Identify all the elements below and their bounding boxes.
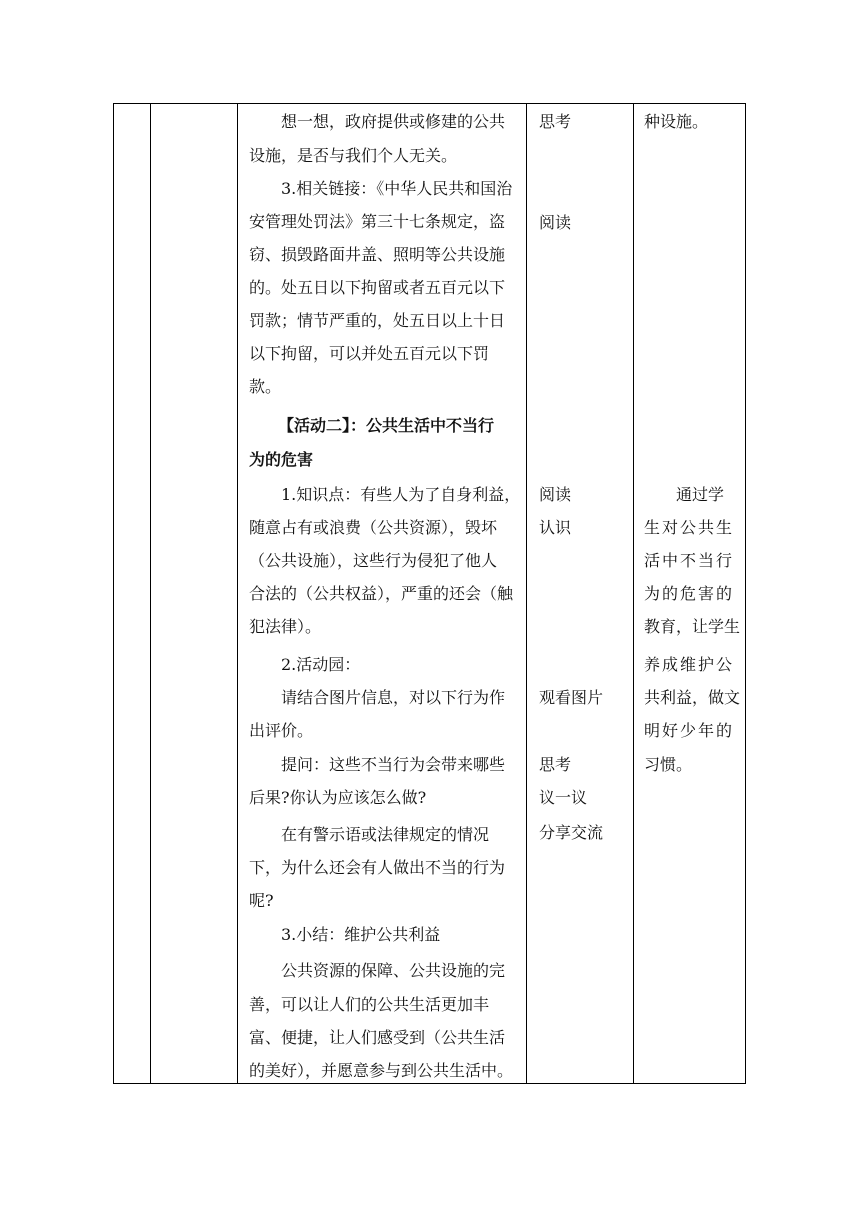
text-line: 种设施。 <box>644 112 709 131</box>
text-line: 的美好），并愿意参与到公共生活中。 <box>249 1061 514 1080</box>
text-line: 想一想，政府提供或修建的公共 <box>281 112 506 131</box>
text-line: 观看图片 <box>539 688 604 707</box>
text-line: 阅读 <box>539 213 572 232</box>
text-line: 下，为什么还会有人做出不当的行为 <box>249 858 506 877</box>
text-line: 提问：这些不当行为会带来哪些 <box>281 755 506 774</box>
text-line: 合法的（公共权益），严重的还会（触 <box>249 584 514 603</box>
text-line: 后果?你认为应该怎么做? <box>249 788 427 807</box>
text-line: 的。处五日以下拘留或者五百元以下 <box>249 278 506 297</box>
text-line: 犯法律）。 <box>249 617 322 636</box>
text-line: 教育，让学生 <box>644 617 741 636</box>
text-line: 议一议 <box>539 788 588 807</box>
text-line: 在有警示语或法律规定的情况 <box>281 825 490 844</box>
text-line: 3.相关链接：《中华人民共和国治 <box>281 179 513 198</box>
text-line: 明好少年的 <box>644 721 735 740</box>
text-line: 活中不当行 <box>644 551 735 570</box>
text-line: 认识 <box>539 518 572 537</box>
text-line: 思考 <box>539 112 572 131</box>
text-line: 罚款；情节严重的，处五日以上十日 <box>249 311 506 330</box>
text-line: 设施，是否与我们个人无关。 <box>249 146 458 165</box>
text-line: 2.活动园： <box>281 655 361 674</box>
text-line: （公共设施），这些行为侵犯了他人 <box>249 551 498 570</box>
text-line: 通过学 <box>676 485 725 504</box>
text-line: 安管理处罚法》第三十七条规定，盗 <box>249 212 506 231</box>
text-line: 善，可以让人们的公共生活更加丰 <box>249 995 490 1014</box>
text-line: 共利益，做文 <box>644 688 741 707</box>
text-line: 习惯。 <box>644 755 693 774</box>
lesson-plan-table <box>113 103 746 1084</box>
text-line: 窃、损毁路面井盖、照明等公共设施 <box>249 245 506 264</box>
text-line: 款。 <box>249 377 282 396</box>
text-line: 为的危害的 <box>644 584 735 603</box>
student-activity-cell <box>527 104 633 1083</box>
text-line: 随意占有或浪费（公共资源），毁坏 <box>249 518 498 537</box>
text-line: 公共资源的保障、公共设施的完 <box>281 961 506 980</box>
text-line: 1.知识点：有些人为了自身利益， <box>281 485 521 504</box>
text-line: 思考 <box>539 755 572 774</box>
text-line: 富、便捷，让人们感受到（公共生活 <box>249 1028 506 1047</box>
text-line: 呢? <box>249 891 274 910</box>
text-line: 分享交流 <box>539 823 604 842</box>
text-line: 生对公共生 <box>644 518 735 537</box>
text-line: 请结合图片信息，对以下行为作 <box>281 688 506 707</box>
activity-heading: 【活动二】：公共生活中不当行 <box>278 416 495 435</box>
text-line: 以下拘留，可以并处五百元以下罚 <box>249 344 490 363</box>
activity-heading: 为的危害 <box>249 450 314 469</box>
text-line: 3.小结：维护公共利益 <box>281 925 441 944</box>
column-divider <box>150 104 151 1083</box>
teaching-content-cell <box>238 104 526 1083</box>
design-intent-cell <box>634 104 745 1083</box>
text-line: 阅读 <box>539 485 572 504</box>
text-line: 养成维护公 <box>644 655 735 674</box>
text-line: 出评价。 <box>249 721 314 740</box>
